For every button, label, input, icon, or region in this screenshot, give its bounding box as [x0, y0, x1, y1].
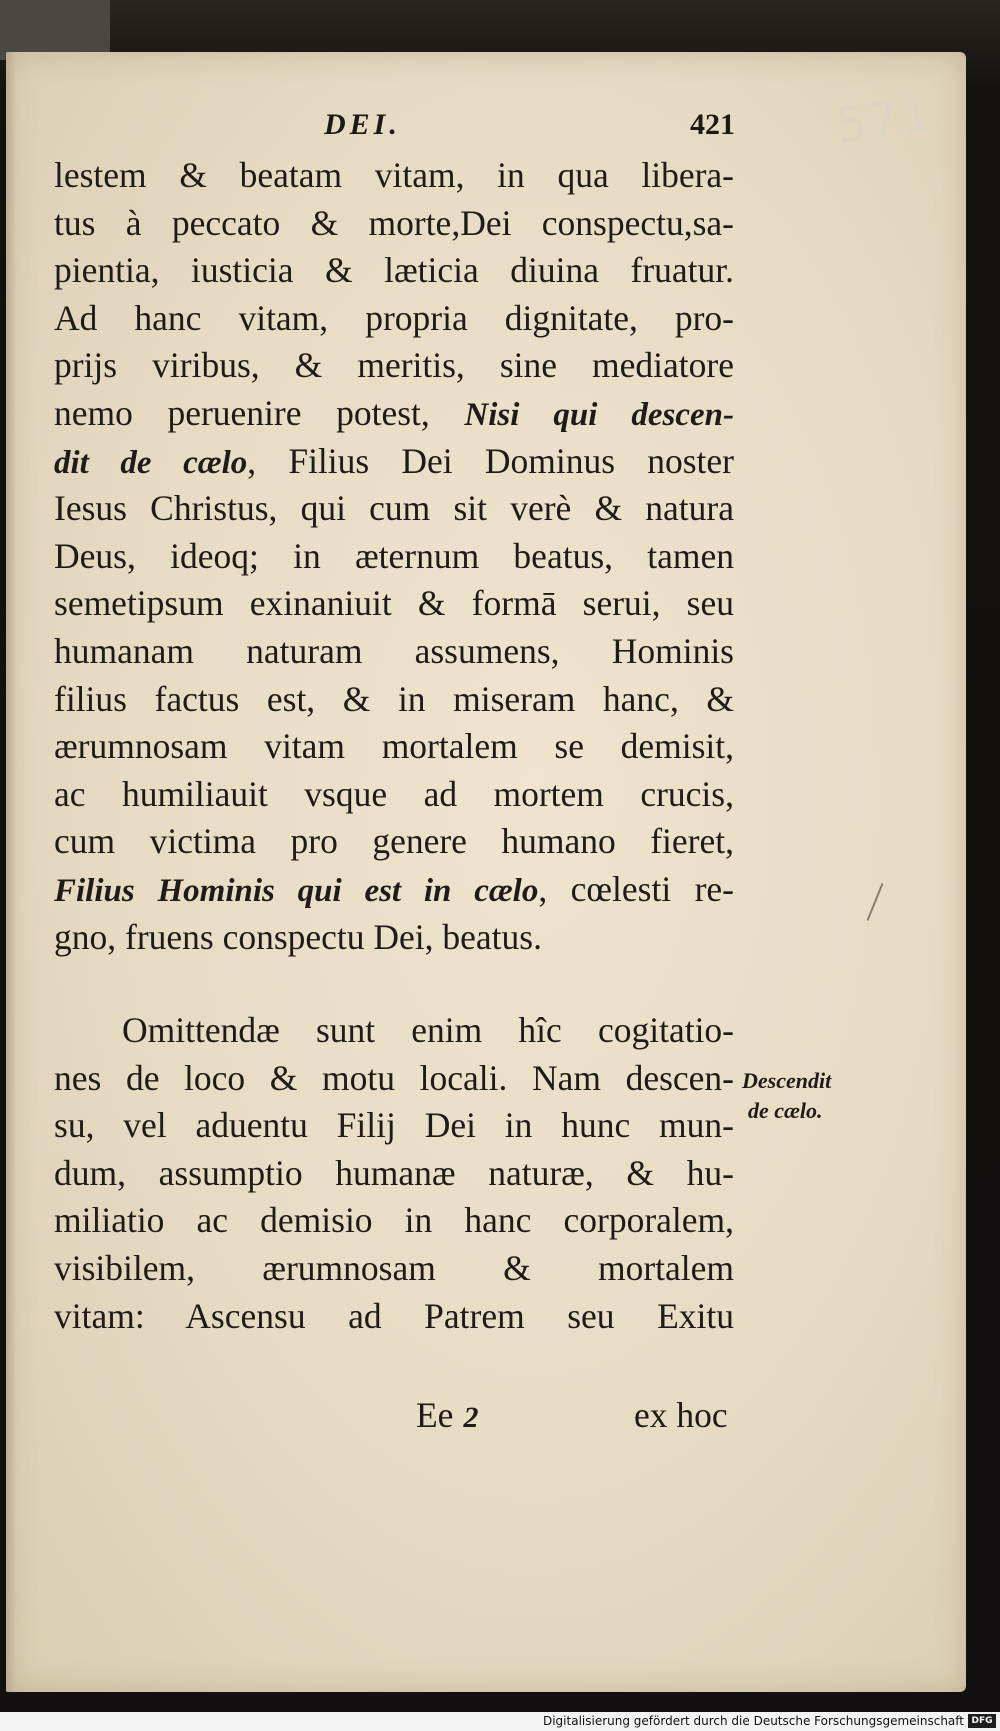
italic-quotation: Filius Hominis qui est in cælo	[54, 872, 539, 909]
marginal-note	[742, 1066, 882, 1126]
text-line: nes de loco & motu locali. Nam descen-	[54, 1057, 734, 1098]
text-line	[54, 390, 734, 438]
text-line: dum, assumptio humanæ naturæ, & hu-	[54, 1152, 734, 1193]
text-line: prijs viribus, & meritis, sine mediatore	[54, 345, 734, 386]
signature-number: 2	[463, 1401, 479, 1434]
text-line: pientia, iusticia & læticia diuina fruatur.	[54, 250, 734, 291]
text-line: tus à peccato & morte,Dei conspectu,sa-	[54, 202, 734, 243]
text-segment: , Filius Dei Dominus noster	[247, 440, 734, 481]
text-line: humanam naturam assumens, Hominis	[54, 630, 734, 671]
funding-credit: Digitalisierung gefördert durch die Deutsche Forschungsgemeinschaft	[542, 1714, 964, 1728]
marginal-note-line: Descendit	[742, 1068, 832, 1093]
text-line: semetipsum exinaniuit & formā serui, seu	[54, 583, 734, 624]
text-line: ærumnosam vitam mortalem se demisit,	[54, 726, 734, 767]
signature-mark	[416, 1394, 478, 1436]
text-line	[54, 438, 734, 486]
paragraph-gap	[54, 961, 734, 1007]
dfg-logo: DFG	[968, 1714, 996, 1728]
text-line: cum victima pro genere humano fieret,	[54, 821, 734, 862]
body-text	[54, 152, 734, 1340]
faint-pencil-annotation: 571	[832, 85, 938, 155]
signature-letters: Ee	[416, 1395, 454, 1435]
text-line: gno, fruens conspectu Dei, beatus.	[54, 916, 542, 957]
page-header	[6, 108, 966, 148]
text-segment: nemo peruenire potest,	[54, 392, 430, 433]
text-line	[54, 866, 734, 914]
text-line: lestem & beatam vitam, in qua libera-	[54, 155, 734, 195]
italic-quotation: dit de cælo	[54, 444, 248, 481]
text-line: filius factus est, & in miseram hanc, &	[54, 678, 734, 719]
pencil-stroke	[867, 883, 884, 921]
text-line: su, vel aduentu Filij Dei in hunc mun-	[54, 1105, 734, 1146]
marginal-note-line: de cælo.	[748, 1098, 823, 1123]
page-number: 421	[690, 108, 735, 141]
book-page	[6, 52, 966, 1692]
italic-quotation: Nisi qui descen-	[464, 396, 734, 433]
page-gutter-shadow	[6, 52, 16, 1692]
text-line: ac humiliauit vsque ad mortem crucis,	[54, 773, 734, 814]
digitization-footer	[0, 1712, 1000, 1731]
text-segment: , cœlesti re-	[538, 868, 734, 909]
text-line: Deus, ideoq; in æternum beatus, tamen	[54, 535, 734, 576]
text-line: miliatio ac demisio in hanc corporalem,	[54, 1200, 734, 1241]
catchword: ex hoc	[634, 1395, 728, 1435]
text-line: Ad hanc vitam, propria dignitate, pro-	[54, 297, 734, 338]
text-line: visibilem, ærumnosam & mortalem	[54, 1248, 734, 1289]
running-head: DEI.	[324, 108, 401, 141]
book-spine	[0, 0, 110, 60]
text-line: Omittendæ sunt enim hîc cogitatio-	[122, 1010, 734, 1051]
text-line: Iesus Christus, qui cum sit verè & natura	[54, 488, 734, 529]
text-line: vitam: Ascensu ad Patrem seu Exitu	[54, 1295, 734, 1336]
catchline	[54, 1394, 734, 1442]
